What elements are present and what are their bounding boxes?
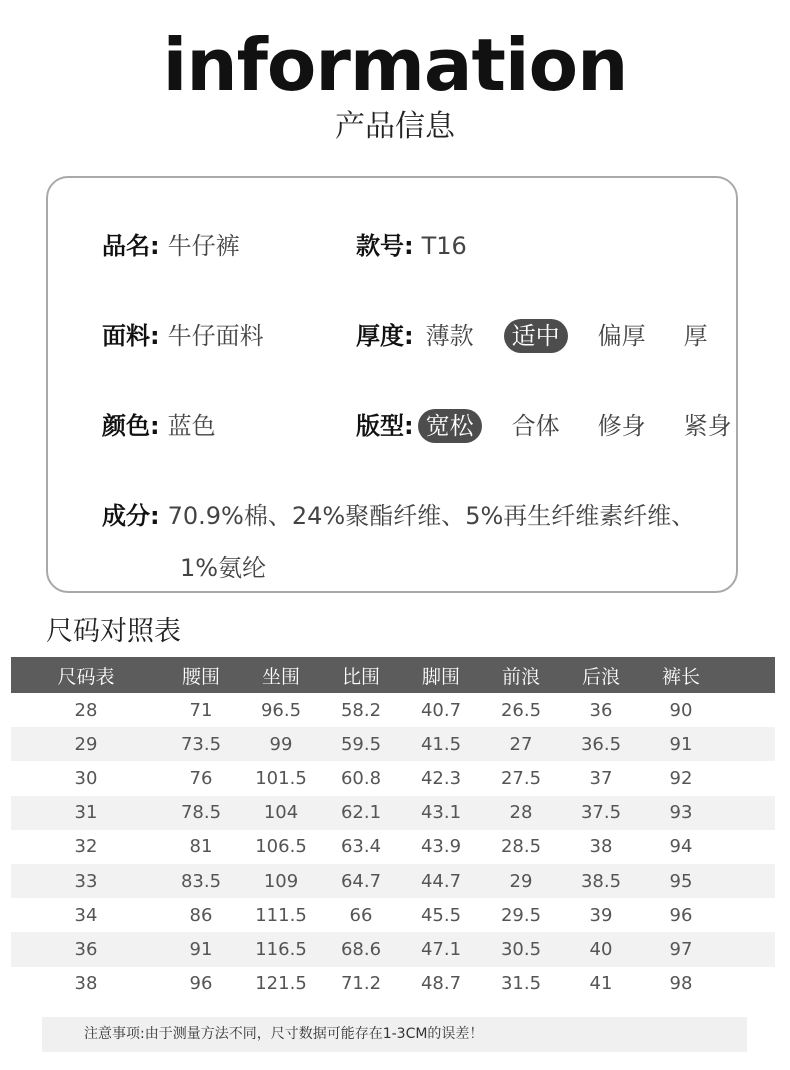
size-chart-table: [11, 657, 775, 1001]
table-cell: 83.5: [161, 864, 241, 898]
table-cell: 90: [669, 699, 693, 721]
fit-row: [356, 406, 762, 446]
table-row: [11, 727, 775, 761]
table-cell: 31: [11, 796, 161, 830]
table-row: [11, 864, 775, 898]
table-cell: 96: [189, 973, 213, 995]
table-cell-spacer: [721, 796, 775, 830]
size-chart-title: 尺码对照表: [46, 616, 181, 647]
name-value: 牛仔裤: [167, 232, 240, 260]
table-cell: 38.5: [561, 864, 641, 898]
table-cell: 116.5: [241, 932, 321, 966]
table-cell: 38: [589, 836, 613, 858]
table-cell: 71: [189, 699, 213, 721]
thickness-options: [418, 322, 738, 350]
table-cell: 37: [589, 767, 613, 789]
table-cell: 42.3: [420, 767, 462, 789]
table-row: [11, 932, 775, 966]
table-cell: 98: [669, 973, 693, 995]
page-title: information: [162, 23, 628, 107]
thickness-label: 厚度:: [356, 322, 414, 350]
table-cell: 81: [189, 836, 213, 858]
table-cell: 66: [349, 904, 373, 926]
thickness-option: 偏厚: [597, 322, 646, 350]
fabric-value: 牛仔面料: [167, 322, 264, 350]
table-cell: 73.5: [161, 727, 241, 761]
table-cell: 68.6: [321, 932, 401, 966]
table-cell-spacer: [721, 693, 775, 727]
composition-label: 成分:: [102, 502, 160, 530]
table-cell: 36: [589, 699, 613, 721]
table-cell-spacer: [721, 727, 775, 761]
thickness-option-selected: 适中: [504, 319, 568, 353]
table-row: [11, 693, 775, 727]
fabric-label: 面料:: [102, 322, 160, 350]
color-value: 蓝色: [167, 412, 216, 440]
table-cell: 36: [11, 932, 161, 966]
size-chart-header-cell: 前浪: [481, 657, 561, 693]
table-cell: 44.7: [401, 864, 481, 898]
table-cell: 95: [641, 864, 721, 898]
size-chart-header-row: [11, 657, 775, 693]
table-cell: 40.7: [420, 699, 462, 721]
table-cell: 41: [589, 973, 613, 995]
fit-options: [418, 412, 762, 440]
table-cell: 63.4: [340, 836, 382, 858]
fit-option: 紧身: [683, 412, 732, 440]
table-cell-spacer: [721, 864, 775, 898]
table-cell: 76: [189, 767, 213, 789]
table-row: [11, 830, 775, 864]
table-cell: 26.5: [500, 699, 542, 721]
table-cell: 39: [589, 904, 613, 926]
table-cell: 36.5: [561, 727, 641, 761]
table-cell: 96.5: [260, 699, 302, 721]
table-cell: 43.1: [401, 796, 481, 830]
fit-option: 合体: [511, 412, 560, 440]
table-cell: 29.5: [500, 904, 542, 926]
size-chart-body: [11, 693, 775, 1001]
table-cell: 29: [481, 864, 561, 898]
page-subtitle: 产品信息: [335, 109, 455, 144]
thickness-row: [356, 316, 738, 356]
size-chart-header-cell: 比围: [321, 657, 401, 693]
table-cell: 121.5: [255, 973, 307, 995]
table-row: [11, 796, 775, 830]
table-cell: 86: [189, 904, 213, 926]
thickness-option: 厚: [683, 322, 708, 350]
name-label: 品名:: [102, 232, 160, 260]
composition-line-1: 70.9%棉、24%聚酯纤维、5%再生纤维素纤维、: [167, 502, 696, 530]
table-cell: 40: [561, 932, 641, 966]
table-cell: 99: [241, 727, 321, 761]
table-cell: 109: [241, 864, 321, 898]
table-cell: 106.5: [255, 836, 307, 858]
fit-option-selected: 宽松: [418, 409, 482, 443]
size-chart-header-spacer: [721, 657, 775, 693]
size-chart-header-cell: 尺码表: [11, 657, 161, 693]
table-cell: 27: [481, 727, 561, 761]
table-cell: 37.5: [561, 796, 641, 830]
table-cell: 64.7: [321, 864, 401, 898]
table-cell: 28.5: [500, 836, 542, 858]
color-label: 颜色:: [102, 412, 160, 440]
table-cell: 93: [641, 796, 721, 830]
table-cell: 78.5: [161, 796, 241, 830]
table-cell: 91: [161, 932, 241, 966]
table-cell: 34: [74, 904, 98, 926]
table-cell: 45.5: [420, 904, 462, 926]
table-cell: 59.5: [321, 727, 401, 761]
thickness-option: 薄款: [425, 322, 474, 350]
style-no-label: 款号:: [356, 232, 414, 260]
table-cell: 60.8: [340, 767, 382, 789]
table-cell: 31.5: [500, 973, 542, 995]
table-cell: 41.5: [401, 727, 481, 761]
table-cell-spacer: [721, 761, 775, 795]
size-chart-header-cell: 后浪: [561, 657, 641, 693]
table-cell: 62.1: [321, 796, 401, 830]
table-cell: 47.1: [401, 932, 481, 966]
size-chart-header-cell: 腰围: [161, 657, 241, 693]
table-cell: 104: [241, 796, 321, 830]
style-no-value: T16: [421, 232, 467, 260]
table-cell: 96: [669, 904, 693, 926]
style-no-row: [356, 226, 467, 266]
table-row: [11, 898, 775, 932]
table-cell-spacer: [721, 830, 775, 864]
table-cell: 91: [641, 727, 721, 761]
fit-option: 修身: [597, 412, 646, 440]
size-chart-header-cell: 脚围: [401, 657, 481, 693]
table-cell: 94: [669, 836, 693, 858]
table-cell: 30: [74, 767, 98, 789]
table-cell: 28: [74, 699, 98, 721]
table-row: [11, 967, 775, 1001]
table-cell: 27.5: [500, 767, 542, 789]
size-chart-header-cell: 裤长: [641, 657, 721, 693]
table-row: [11, 761, 775, 795]
table-cell: 33: [11, 864, 161, 898]
composition-line-2: 1%氨纶: [180, 554, 267, 582]
table-cell: 71.2: [340, 973, 382, 995]
composition-row: [102, 496, 695, 536]
table-cell: 29: [11, 727, 161, 761]
table-cell: 38: [74, 973, 98, 995]
table-cell-spacer: [721, 932, 775, 966]
table-cell: 97: [641, 932, 721, 966]
product-info-card: [46, 176, 738, 593]
table-cell: 28: [481, 796, 561, 830]
name-row: [102, 226, 240, 266]
color-row: [102, 406, 216, 446]
fabric-row: [102, 316, 264, 356]
measurement-note: 注意事项:由于测量方法不同，尺寸数据可能存在1-3CM的误差！: [42, 1017, 747, 1052]
table-cell: 111.5: [255, 904, 307, 926]
table-cell-spacer: [721, 967, 775, 1001]
fit-label: 版型:: [356, 412, 414, 440]
size-chart-header-cell: 坐围: [241, 657, 321, 693]
table-cell: 48.7: [420, 973, 462, 995]
table-cell: 92: [669, 767, 693, 789]
table-cell: 32: [74, 836, 98, 858]
table-cell: 101.5: [255, 767, 307, 789]
table-cell: 30.5: [481, 932, 561, 966]
table-cell-spacer: [721, 898, 775, 932]
table-cell: 58.2: [340, 699, 382, 721]
table-cell: 43.9: [420, 836, 462, 858]
